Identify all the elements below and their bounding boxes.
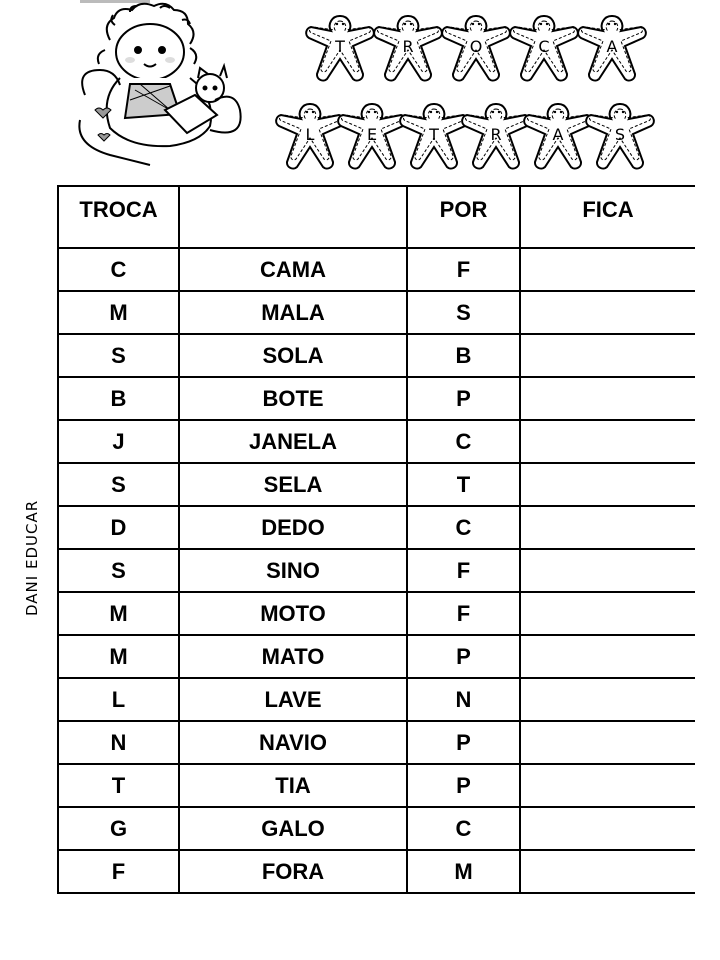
cell-palavra: DEDO bbox=[179, 506, 407, 549]
title-troca-letras bbox=[270, 10, 660, 180]
title-letter: A bbox=[606, 37, 618, 56]
table-row bbox=[58, 420, 695, 463]
table-row bbox=[58, 721, 695, 764]
cell-por: F bbox=[407, 248, 520, 291]
cell-palavra: SINO bbox=[179, 549, 407, 592]
cell-palavra: JANELA bbox=[179, 420, 407, 463]
cell-fica-answer[interactable] bbox=[520, 248, 695, 291]
table-row bbox=[58, 291, 695, 334]
table-row bbox=[58, 377, 695, 420]
cell-fica-answer[interactable] bbox=[520, 291, 695, 334]
girl-with-cat-illustration bbox=[70, 0, 255, 170]
cell-fica-answer[interactable] bbox=[520, 678, 695, 721]
cell-por: P bbox=[407, 721, 520, 764]
cell-troca: F bbox=[58, 850, 179, 893]
header-palavra bbox=[179, 186, 407, 248]
cell-palavra: BOTE bbox=[179, 377, 407, 420]
cell-troca: S bbox=[58, 463, 179, 506]
cell-fica-answer[interactable] bbox=[520, 506, 695, 549]
cell-fica-answer[interactable] bbox=[520, 807, 695, 850]
cell-por: C bbox=[407, 807, 520, 850]
cell-palavra: MALA bbox=[179, 291, 407, 334]
cell-por: C bbox=[407, 420, 520, 463]
cell-palavra: TIA bbox=[179, 764, 407, 807]
cell-por: S bbox=[407, 291, 520, 334]
cell-fica-answer[interactable] bbox=[520, 592, 695, 635]
cell-por: M bbox=[407, 850, 520, 893]
cell-palavra: SELA bbox=[179, 463, 407, 506]
author-credit: DANI EDUCAR bbox=[23, 499, 41, 616]
cell-por: P bbox=[407, 764, 520, 807]
table-row bbox=[58, 463, 695, 506]
cell-por: C bbox=[407, 506, 520, 549]
cell-troca: B bbox=[58, 377, 179, 420]
title-letter: R bbox=[490, 125, 502, 144]
table-header-row bbox=[58, 186, 695, 248]
cell-por: N bbox=[407, 678, 520, 721]
cell-troca: M bbox=[58, 291, 179, 334]
cell-fica-answer[interactable] bbox=[520, 420, 695, 463]
header-troca: TROCA bbox=[58, 186, 179, 248]
title-letter: R bbox=[402, 37, 414, 56]
gingerbread-cookie-icon bbox=[572, 10, 652, 90]
cell-troca: S bbox=[58, 334, 179, 377]
cell-troca: S bbox=[58, 549, 179, 592]
table-row bbox=[58, 248, 695, 291]
cell-fica-answer[interactable] bbox=[520, 635, 695, 678]
cell-palavra: LAVE bbox=[179, 678, 407, 721]
cell-troca: L bbox=[58, 678, 179, 721]
cell-fica-answer[interactable] bbox=[520, 334, 695, 377]
cell-palavra: MATO bbox=[179, 635, 407, 678]
cell-por: P bbox=[407, 377, 520, 420]
table-row bbox=[58, 506, 695, 549]
table-row bbox=[58, 850, 695, 893]
title-letter: S bbox=[614, 125, 626, 144]
exercise-table bbox=[57, 185, 695, 894]
title-letter: T bbox=[429, 125, 439, 144]
cell-palavra: GALO bbox=[179, 807, 407, 850]
cell-troca: J bbox=[58, 420, 179, 463]
title-letter: A bbox=[552, 125, 564, 144]
cell-fica-answer[interactable] bbox=[520, 463, 695, 506]
cell-fica-answer[interactable] bbox=[520, 850, 695, 893]
cell-palavra: SOLA bbox=[179, 334, 407, 377]
cell-por: F bbox=[407, 549, 520, 592]
cell-palavra: FORA bbox=[179, 850, 407, 893]
title-letter: O bbox=[469, 37, 483, 56]
header-por: POR bbox=[407, 186, 520, 248]
cell-troca: C bbox=[58, 248, 179, 291]
table-row bbox=[58, 592, 695, 635]
cell-troca: G bbox=[58, 807, 179, 850]
title-letter: E bbox=[366, 125, 378, 144]
cell-por: F bbox=[407, 592, 520, 635]
table-row bbox=[58, 807, 695, 850]
table-row bbox=[58, 678, 695, 721]
table-row bbox=[58, 334, 695, 377]
title-letter: C bbox=[538, 37, 550, 56]
cell-palavra: MOTO bbox=[179, 592, 407, 635]
cell-por: P bbox=[407, 635, 520, 678]
table-row bbox=[58, 764, 695, 807]
cell-por: B bbox=[407, 334, 520, 377]
cell-troca: M bbox=[58, 635, 179, 678]
table-row bbox=[58, 549, 695, 592]
gingerbread-cookie-icon bbox=[580, 98, 660, 178]
title-letter: L bbox=[305, 125, 315, 144]
cell-troca: T bbox=[58, 764, 179, 807]
table-row bbox=[58, 635, 695, 678]
header-fica: FICA bbox=[520, 186, 695, 248]
cell-troca: D bbox=[58, 506, 179, 549]
cell-fica-answer[interactable] bbox=[520, 549, 695, 592]
cell-fica-answer[interactable] bbox=[520, 721, 695, 764]
cell-troca: M bbox=[58, 592, 179, 635]
cell-palavra: CAMA bbox=[179, 248, 407, 291]
cell-palavra: NAVIO bbox=[179, 721, 407, 764]
cell-fica-answer[interactable] bbox=[520, 377, 695, 420]
cell-por: T bbox=[407, 463, 520, 506]
cell-troca: N bbox=[58, 721, 179, 764]
title-letter: T bbox=[335, 37, 345, 56]
cell-fica-answer[interactable] bbox=[520, 764, 695, 807]
